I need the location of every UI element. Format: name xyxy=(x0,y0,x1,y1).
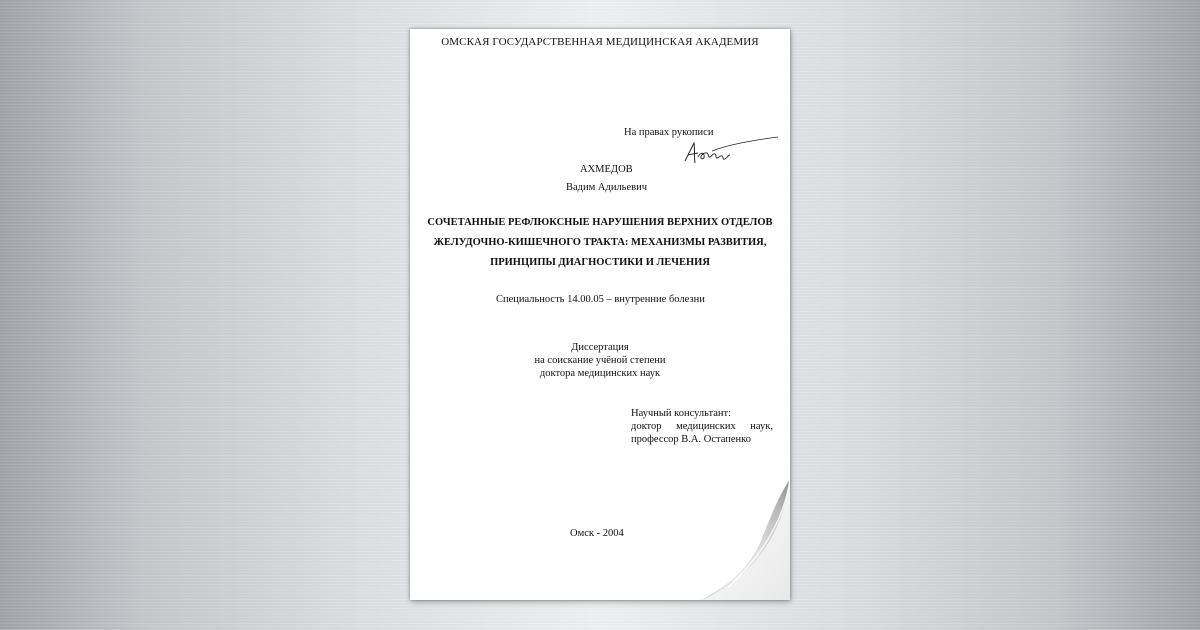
author-name: Вадим Адильевич xyxy=(566,182,647,193)
dissertation-title xyxy=(410,213,790,273)
degree-line: доктора медицинских наук xyxy=(539,368,661,379)
institution-name: ОМСКАЯ ГОСУДАРСТВЕННАЯ МЕДИЦИНСКАЯ АКАДЕМИЯ xyxy=(441,36,759,48)
consultant-line: доктор медицинских наук, xyxy=(631,421,773,432)
specialty-line: Специальность 14.00.05 – внутренние болезни xyxy=(496,294,705,305)
manuscript-rights-note: На правах рукописи xyxy=(624,127,714,138)
degree-line: Диссертация xyxy=(571,342,629,353)
title-line: ПРИНЦИПЫ ДИАГНОСТИКИ И ЛЕЧЕНИЯ xyxy=(490,257,710,268)
author-surname: АХМЕДОВ xyxy=(580,164,633,175)
consultant-line: профессор В.А. Остапенко xyxy=(631,434,751,445)
city-year: Омск - 2004 xyxy=(570,528,624,539)
dissertation-degree xyxy=(410,341,790,380)
page-curl-icon xyxy=(700,479,790,600)
title-line: ЖЕЛУДОЧНО-КИШЕЧНОГО ТРАКТА: МЕХАНИЗМЫ РАЗВИТИЯ, xyxy=(433,237,767,248)
degree-line: на соискание учёной степени xyxy=(534,355,666,366)
document-page xyxy=(410,29,790,600)
consultant-line: Научный консультант: xyxy=(631,408,732,419)
scientific-consultant xyxy=(631,407,773,446)
signature-icon xyxy=(682,133,782,169)
title-line: СОЧЕТАННЫЕ РЕФЛЮКСНЫЕ НАРУШЕНИЯ ВЕРХНИХ ОТДЕЛОВ xyxy=(427,217,773,228)
